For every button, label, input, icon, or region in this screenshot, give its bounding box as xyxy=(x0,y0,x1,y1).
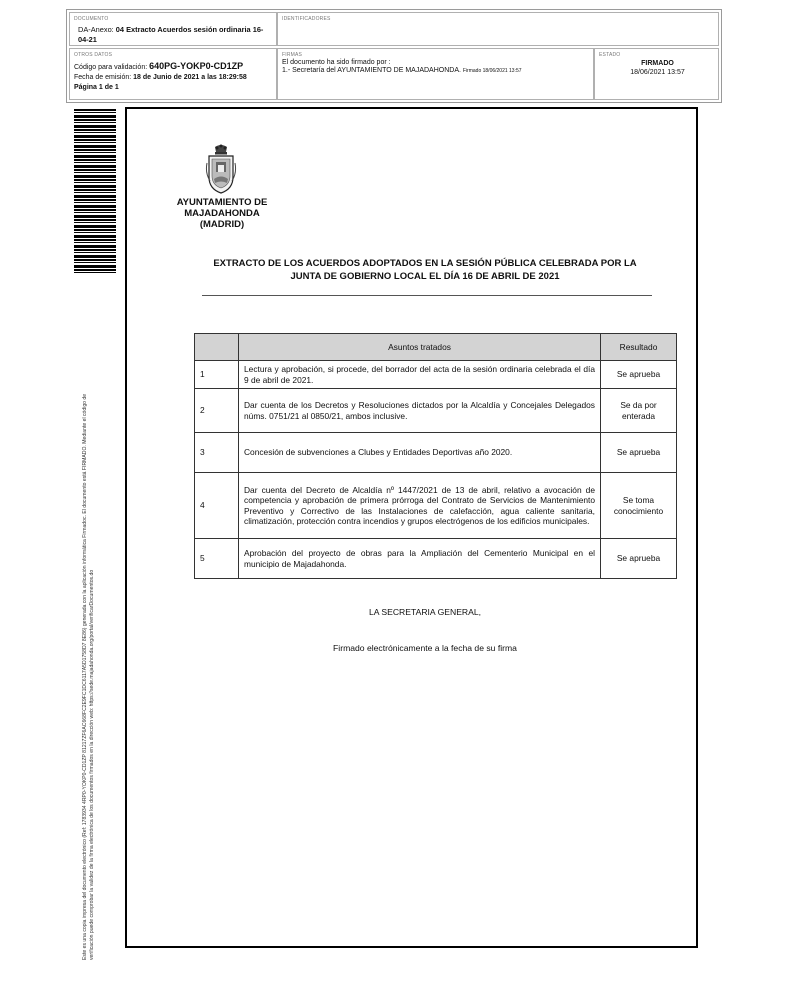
row-num: 1 xyxy=(195,361,239,389)
row-asunto: Aprobación del proyecto de obras para la Ampliación del Cementerio Municipal en el municipio de Majadahonda. xyxy=(239,539,601,579)
firmas-line1: El documento ha sido firmado por : xyxy=(282,59,391,66)
documento-caption: DOCUMENTO xyxy=(74,16,109,22)
row-asunto: Dar cuenta de los Decretos y Resoluciones dictados por la Alcaldía y Concejales Delegados núms. 0751/21 al 0850/21, ambos inclusive. xyxy=(239,389,601,433)
row-resultado: Se aprueba xyxy=(601,539,677,579)
estado-cell xyxy=(594,48,719,100)
table-row xyxy=(195,389,677,433)
estado-date: 18/06/2021 13:57 xyxy=(630,69,685,76)
side-text-line2: verificación puede comprobar la validez de la firma electrónica de los documentos firmados en la dirección web: https://sede.majadahonda.org/portal/verificarDocumentos.do xyxy=(89,569,95,960)
document-title xyxy=(200,257,650,283)
row-num: 3 xyxy=(195,433,239,473)
title-line1: EXTRACTO DE LOS ACUERDOS ADOPTADOS EN LA SESIÓN PÚBLICA CELEBRADA POR LA xyxy=(213,258,637,269)
secretaria-signature-label: LA SECRETARIA GENERAL, xyxy=(368,607,482,617)
row-resultado: Se aprueba xyxy=(601,361,677,389)
org-line1: AYUNTAMIENTO DE xyxy=(176,197,268,208)
firmas-cell xyxy=(277,48,594,100)
col-asunto-header: Asuntos tratados xyxy=(239,334,601,361)
col-resultado-header: Resultado xyxy=(601,334,677,361)
col-num-header xyxy=(195,334,239,361)
codigo-label: Código para validación: xyxy=(74,64,150,71)
estado-value: FIRMADO xyxy=(641,60,674,67)
row-asunto: Concesión de subvenciones a Clubes y Entidades Deportivas año 2020. xyxy=(239,433,601,473)
row-resultado: Se toma conocimiento xyxy=(601,473,677,539)
otros-datos-cell xyxy=(69,48,277,100)
table-row xyxy=(195,433,677,473)
identificadores-caption: IDENTIFICADORES xyxy=(282,16,331,22)
org-line2: MAJADAHONDA xyxy=(184,208,260,219)
title-line2: JUNTA DE GOBIERNO LOCAL EL DÍA 16 DE ABRIL DE 2021 xyxy=(290,271,560,282)
documento-value: 04 Extracto Acuerdos sesión ordinaria 16-04-21 xyxy=(78,25,264,44)
pagina-text: Página 1 de 1 xyxy=(74,84,119,91)
document-header xyxy=(66,9,722,103)
otros-datos-caption: OTROS DATOS xyxy=(74,52,113,58)
identificadores-cell xyxy=(277,12,719,46)
table-row xyxy=(195,361,677,389)
documento-prefix: DA-Anexo: xyxy=(78,25,116,34)
row-num: 5 xyxy=(195,539,239,579)
codigo-value: 640PG-YOKP0-CD1ZP xyxy=(149,61,244,71)
org-line3: (MADRID) xyxy=(199,219,245,230)
firmas-small: Firmado 18/06/2021 13:57 xyxy=(462,68,522,74)
table-header-row xyxy=(195,334,677,361)
coat-of-arms-icon xyxy=(205,143,237,195)
title-divider xyxy=(202,295,652,296)
agreements-table xyxy=(194,333,677,579)
documento-cell xyxy=(69,12,277,46)
row-asunto: Lectura y aprobación, si procede, del borrador del acta de la sesión ordinaria celebrada el día 9 de abril de 2021. xyxy=(239,361,601,389)
row-resultado: Se da por enterada xyxy=(601,389,677,433)
fecha-label: Fecha de emisión: xyxy=(74,74,134,81)
fecha-value: 18 de Junio de 2021 a las 18:29:58 xyxy=(133,74,247,81)
estado-caption: ESTADO xyxy=(599,52,621,58)
row-resultado: Se aprueba xyxy=(601,433,677,473)
firmas-caption: FIRMAS xyxy=(282,52,303,58)
firmas-line2: 1.- Secretaría del AYUNTAMIENTO DE MAJADAHONDA. xyxy=(282,67,461,74)
table-row xyxy=(195,539,677,579)
row-num: 4 xyxy=(195,473,239,539)
organization-name xyxy=(172,197,272,230)
table-row xyxy=(195,473,677,539)
verification-side-text xyxy=(82,280,96,960)
row-num: 2 xyxy=(195,389,239,433)
row-asunto: Dar cuenta del Decreto de Alcaldía nº 1447/2021 de 13 de abril, relativo a avocación de competencia y aprobación de primera prórroga del Contrato de Servicios de Mantenimiento Preventivo y Correctivo de las Instalaciones de calefacción, agua caliente sanitaria, climatización, protección contra incendios y grupos electrógenos de los edificios municipales. xyxy=(239,473,601,539)
side-text-line1: Este es una copia impresa del documento electrónico (Ref: 1783934 4RP0-YOKP0-CD1ZP 81217ZF6AC668FC2E9FC1DC6117A5D1758D7 8E86) generada con la aplicación informática Firmadoc. El documento está FIRMADO. Mediante el código de xyxy=(82,393,88,960)
electronic-signature-note: Firmado electrónicamente a la fecha de su firma xyxy=(333,643,517,653)
barcode-icon xyxy=(74,109,116,275)
